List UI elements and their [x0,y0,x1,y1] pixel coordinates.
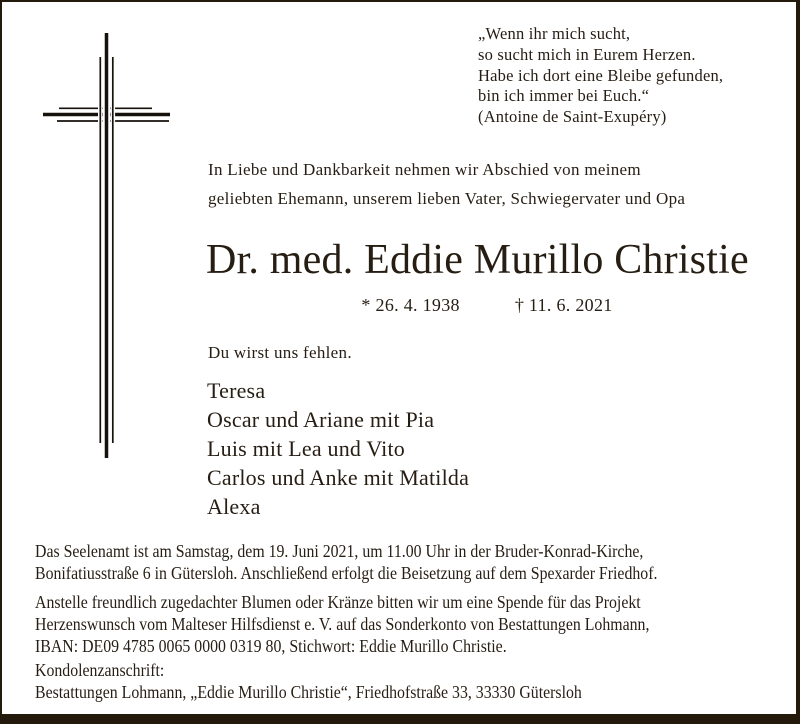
quote-line: bin ich immer bei Euch.“ [478,86,650,106]
mourner-name: Oscar und Ariane mit Pia [207,407,435,432]
service-info [35,540,657,584]
memorial-quote [478,24,723,128]
service-line: Das Seelenamt ist am Samstag, dem 19. Juni 2021, um 11.00 Uhr in der Bruder-Konrad-Kirche, [35,541,644,561]
mourner-name: Alexa [207,494,261,519]
mourners-list [207,376,469,521]
deceased-name: Dr. med. Eddie Murillo Christie [206,237,749,283]
donation-line: IBAN: DE09 4785 0065 0000 0319 80, Stichwort: Eddie Murillo Christie. [35,636,507,656]
condolence-info [35,659,657,703]
intro-line: geliebten Ehemann, unserem lieben Vater, Schwiegervater und Opa [208,189,686,208]
cross-icon [2,2,202,472]
death-date: † 11. 6. 2021 [514,295,613,315]
condolence-label: Kondolenzanschrift: [35,660,165,680]
condolence-address: Bestattungen Lohmann, „Eddie Murillo Christie“, Friedhofstraße 33, 33330 Gütersloh [35,682,582,702]
quote-line: so sucht mich in Eurem Herzen. [478,44,696,64]
quote-attribution: (Antoine de Saint-Exupéry) [478,107,667,127]
life-dates [208,293,766,317]
farewell-line: Du wirst uns fehlen. [208,343,352,362]
mourner-name: Luis mit Lea und Vito [207,436,406,461]
farewell-intro [208,155,685,213]
donation-line: Herzenswunsch vom Malteser Hilfsdienst e. V. auf das Sonderkonto von Bestattungen Lohmann, [35,614,650,634]
announcements [35,540,657,703]
intro-line: In Liebe und Dankbarkeit nehmen wir Abschied von meinem [208,160,641,179]
quote-line: „Wenn ihr mich sucht, [478,24,631,43]
mourner-name: Carlos und Anke mit Matilda [207,465,470,490]
birth-date: * 26. 4. 1938 [361,295,460,315]
quote-line: Habe ich dort eine Bleibe gefunden, [478,65,724,85]
donation-info [35,591,657,657]
donation-line: Anstelle freundlich zugedachter Blumen oder Kränze bitten wir um eine Spende für das Projekt [35,592,641,612]
service-line: Bonifatiusstraße 6 in Gütersloh. Anschließend erfolgt die Beisetzung auf dem Spexarder Friedhof. [35,563,658,583]
mourner-name: Teresa [207,378,266,403]
